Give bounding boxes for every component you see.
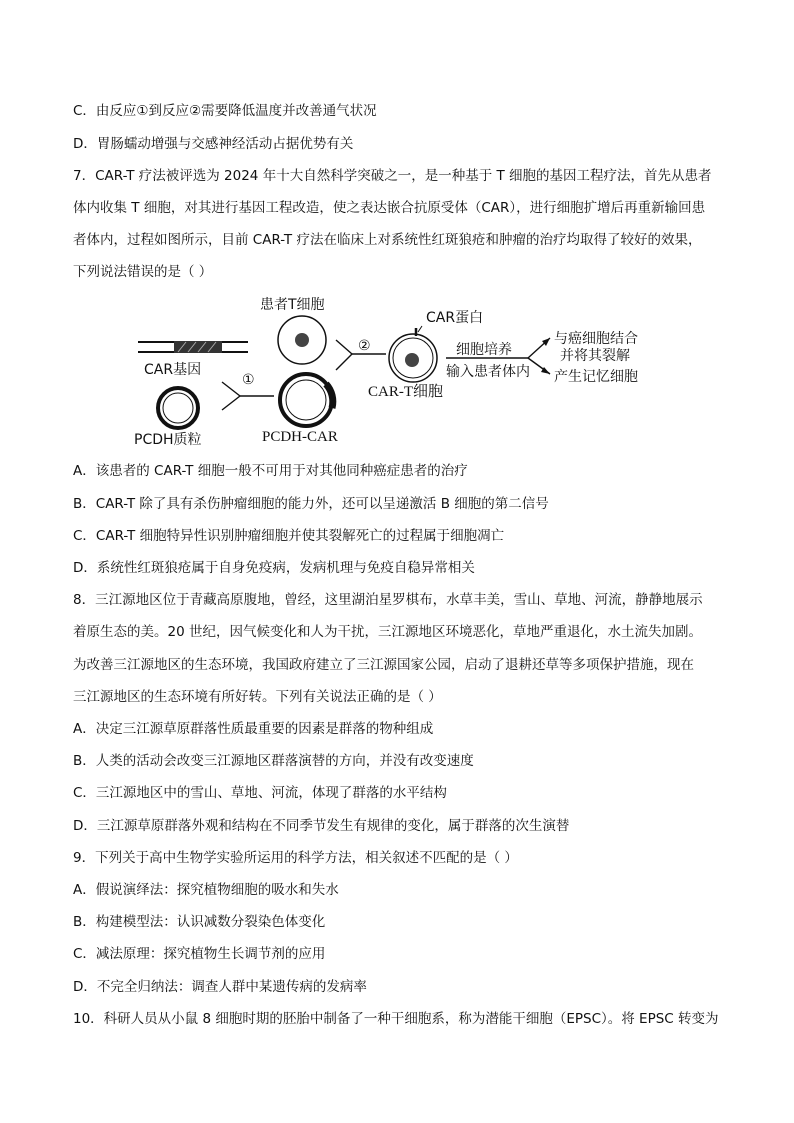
car-t-cell-icon — [389, 328, 437, 382]
car-t-process-diagram — [130, 292, 670, 452]
outcome-branch-arrows — [528, 338, 550, 374]
input-patient-label: 输入患者体内 — [446, 364, 530, 380]
pcdh-plasmid-label: PCDH质粒 — [134, 432, 202, 448]
bind-cancer-label: 与癌细胞结合 — [554, 331, 638, 347]
pcdh-plasmid-icon — [158, 388, 198, 428]
q9-stem: 9．下列关于高中生物学实验所运用的科学方法，相关叙述不匹配的是（ ） — [73, 850, 518, 866]
lyse-label: 并将其裂解 — [560, 348, 630, 364]
car-protein-pointer — [418, 326, 422, 332]
q8-stem-line-4: 三江源地区的生态环境有所好转。下列有关说法正确的是（ ） — [73, 689, 442, 705]
step2-label: ② — [358, 338, 371, 354]
q9-option-d: D．不完全归纳法：调查人群中某遗传病的发病率 — [73, 979, 367, 995]
step1-label: ① — [242, 372, 255, 388]
q10-stem: 10．科研人员从小鼠 8 细胞时期的胚胎中制备了一种干细胞系，称为潜能干细胞（EPSC）。将 EPSC 转变为 — [73, 1011, 719, 1027]
q6-option-d: D．胃肠蠕动增强与交感神经活动占据优势有关 — [73, 136, 354, 152]
q7-stem-line-4: 下列说法错误的是（ ） — [73, 264, 213, 280]
q9-option-c: C．减法原理：探究植物生长调节剂的应用 — [73, 946, 326, 962]
q9-option-b: B．构建模型法：认识减数分裂染色体变化 — [73, 914, 326, 930]
cell-culture-label: 细胞培养 — [456, 342, 512, 358]
q6-option-c: C．由反应①到反应②需要降低温度并改善通气状况 — [73, 103, 377, 119]
q7-option-c: C．CAR-T 细胞特异性识别肿瘤细胞并使其裂解死亡的过程属于细胞凋亡 — [73, 528, 505, 544]
q7-stem-line-3: 者体内，过程如图所示，目前 CAR-T 疗法在临床上对系统性红斑狼疮和肿瘤的治疗均取得了较好的效果， — [73, 232, 702, 248]
memory-cell-label: 产生记忆细胞 — [554, 369, 638, 385]
q7-option-d: D．系统性红斑狼疮属于自身免疫病，发病机理与免疫自稳异常相关 — [73, 560, 475, 576]
q8-stem-line-2: 着原生态的美。20 世纪，因气候变化和人为干扰，三江源地区环境恶化，草地严重退化，水土流失加剧。 — [73, 624, 702, 640]
q7-stem-line-2: 体内收集 T 细胞，对其进行基因工程改造，使之表达嵌合抗原受体（CAR），进行细胞扩增后再重新输回患 — [73, 200, 706, 216]
pcdh-car-label: PCDH-CAR — [262, 429, 338, 445]
q7-stem-line-1: 7．CAR-T 疗法被评选为 2024 年十大自然科学突破之一，是一种基于 T 细胞的基因工程疗法，首先从患者 — [73, 168, 712, 184]
pcdh-car-plasmid-icon — [280, 374, 333, 426]
q8-stem-line-1: 8．三江源地区位于青藏高原腹地，曾经，这里湖泊星罗棋布，水草丰美，雪山、草地、河流，静静地展示 — [73, 592, 703, 608]
car-t-cell-label: CAR-T细胞 — [368, 384, 444, 400]
q8-option-d: D．三江源草原群落外观和结构在不同季节发生有规律的变化，属于群落的次生演替 — [73, 818, 570, 834]
patient-t-cell-label: 患者T细胞 — [260, 297, 325, 313]
car-gene-label: CAR基因 — [144, 362, 202, 378]
car-gene-dna — [138, 341, 248, 353]
q9-option-a: A．假说演绎法：探究植物细胞的吸水和失水 — [73, 882, 339, 898]
patient-t-cell-icon — [278, 316, 326, 364]
q8-option-a: A．决定三江源草原群落性质最重要的因素是群落的物种组成 — [73, 721, 434, 737]
q8-stem-line-3: 为改善三江源地区的生态环境，我国政府建立了三江源国家公园，启动了退耕还草等多项保护措施，现在 — [73, 657, 694, 673]
q7-option-a: A．该患者的 CAR-T 细胞一般不可用于对其他同种癌症患者的治疗 — [73, 463, 468, 479]
car-protein-label: CAR蛋白 — [426, 310, 484, 326]
q8-option-b: B．人类的活动会改变三江源地区群落演替的方向，并没有改变速度 — [73, 753, 474, 769]
q7-option-b: B．CAR-T 除了具有杀伤肿瘤细胞的能力外，还可以呈递激活 B 细胞的第二信号 — [73, 496, 549, 512]
q8-option-c: C．三江源地区中的雪山、草地、河流，体现了群落的水平结构 — [73, 785, 447, 801]
